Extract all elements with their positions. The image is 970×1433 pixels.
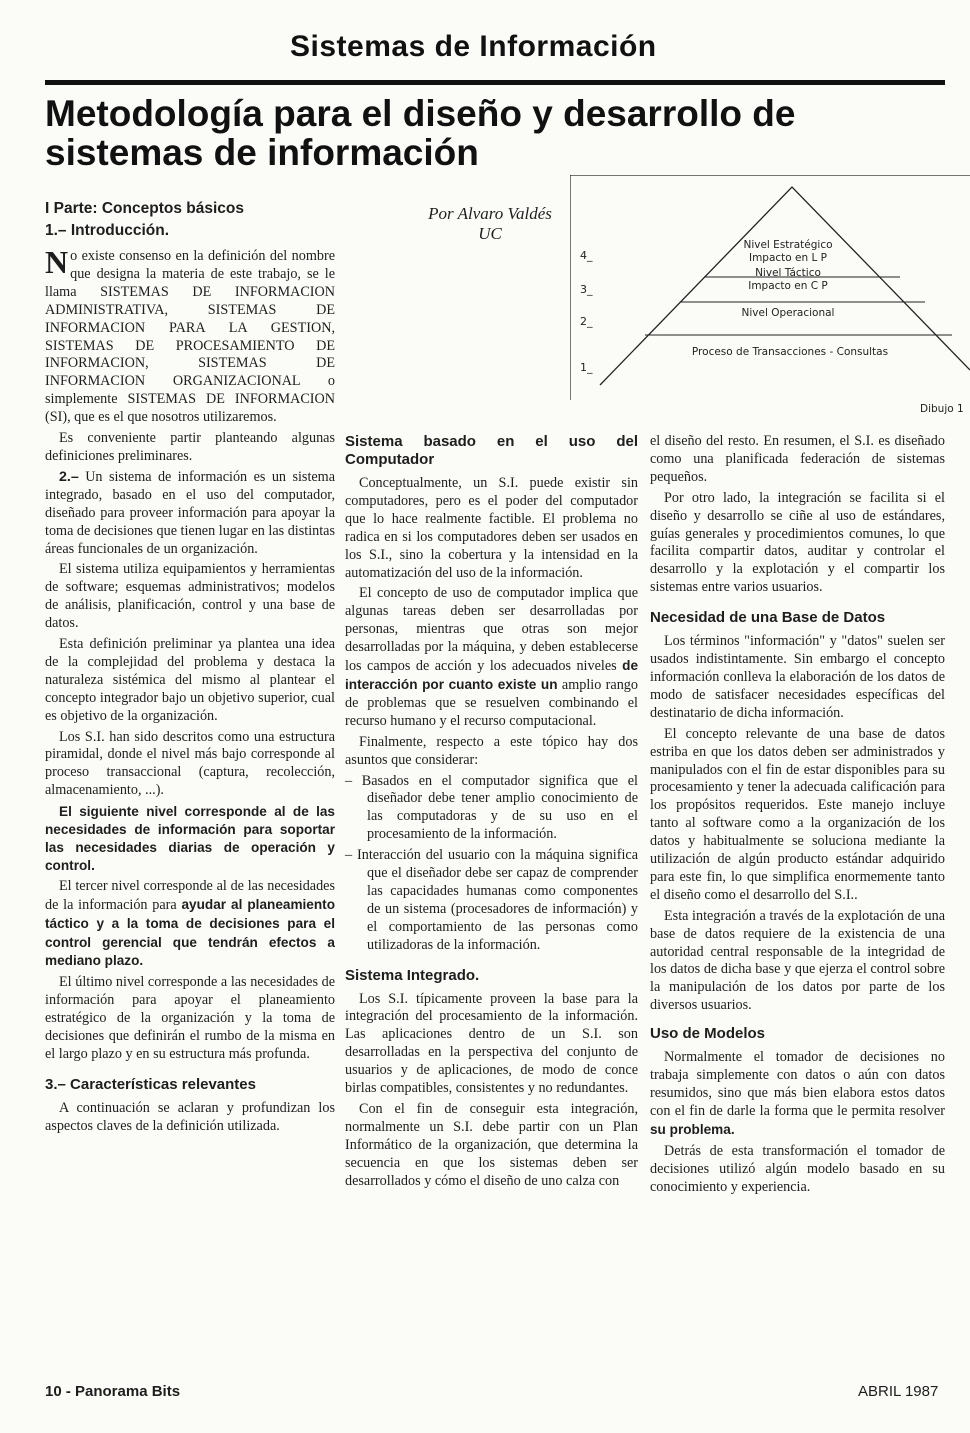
subheading-computador: Sistema basado en el uso del Computador <box>345 433 638 468</box>
paragraph: Esta integración a través de la explotación de una base de datos requiere de la existencia de una autoridad central responsable de la integridad de los datos de dicha base y que ejerza el control sobre la manipulación de los datos por parte de los diversos usuarios. <box>650 907 945 1014</box>
paragraph: Normalmente el tomador de decisiones no trabaja simplemente con datos o aún con datos resumidos, sino que más bien elabora estos datos con el fin de darle la forma que le permita resolver su problema. <box>650 1049 945 1137</box>
paragraph: Por otro lado, la integración se facilita si el diseño y desarrollo se ciñe al uso de estándares, guías generales y procedimientos comunes, lo que facilita compartir datos, auditar y controlar el desarrollo y la explotación y el compartir los sistemas entre varios usuarios. <box>650 489 945 596</box>
paragraph: El sistema utiliza equipamientos y herramientas de software; esquemas administrativos; modelos de análisis, planificación, control y una base de datos. <box>45 561 335 632</box>
level-3-impact: Impacto en C P <box>748 280 828 292</box>
subheading-base-datos: Necesidad de una Base de Datos <box>650 609 886 627</box>
byline <box>405 204 575 244</box>
bullet-item: – Basados en el computador significa que el diseñador debe tener amplio conocimiento de las computadoras y de su uso en el procesamiento de la información. <box>345 772 638 843</box>
paragraph: El tercer nivel corresponde al de las necesidades de la información para ayudar al planeamiento táctico y a la toma de decisiones para el control gerencial que tendrán efectos a mediano plazo. <box>45 877 336 969</box>
article-title <box>45 94 960 172</box>
title-line-2: sistemas de información <box>45 132 479 173</box>
paragraph: Conceptualmente, un S.I. puede existir sin computadores, pero es el poder del computador que lo hace realmente factible. El problema no radica en si los computadores deben ser usados en los S.I., sino la cobertura y la intensidad en la automatización del uso de la información. <box>345 475 638 581</box>
level-3-label: Nivel Táctico <box>755 267 821 279</box>
level-number-2: 2_ <box>580 315 593 328</box>
paragraph: el diseño del resto. En resumen, el S.I. es diseñado como una planificada federación de sistemas pequeños. <box>650 433 945 485</box>
level-number-1: 1_ <box>580 361 593 374</box>
level-4-label: Nivel Estratégico <box>743 239 833 251</box>
paragraph: A continuación se aclaran y profundizan los aspectos claves de la definición utilizada. <box>45 1099 335 1134</box>
section-header: Sistemas de Información <box>290 30 657 63</box>
author-affiliation: UC <box>478 224 502 243</box>
diagram-caption: Dibujo 1 <box>920 403 964 415</box>
paragraph: El concepto de uso de computador implica que algunas tareas deben ser desarrolladas por personas, mientras que otras son mejor desarrolladas por la máquina, y deben establecerse los campos de acción y los adecuados niveles de interacción por cuanto existe un amplio rango de problemas que se resuelven combinando el recurso humano y el recurso computacional. <box>345 585 639 729</box>
footer-page-info: 10 - Panorama Bits <box>45 1383 181 1400</box>
paragraph: Los términos "información" y "datos" suelen ser usados indistintamente. Sin embargo el concepto información conlleva la elaboración de los datos de modo de satisfacer necesidades específicas del destinatario de dicha información. <box>650 633 945 721</box>
paragraph-bold: El siguiente nivel corresponde al de las necesidades de información para soportar las necesidades diarias de operación y control. <box>45 804 335 873</box>
footer-date: ABRIL 1987 <box>858 1383 939 1400</box>
intro-heading: 1.– Introducción. <box>45 222 170 239</box>
paragraph: Detrás de esta transformación el tomador de decisiones utilizó algún modelo basado en su conocimiento y experiencia. <box>650 1142 945 1195</box>
paragraph: Con el fin de conseguir esta integración, normalmente un S.I. debe partir con un Plan Informático de la organización, que determina la secuencia en que los sistemas deben ser desarrollados y cómo el diseño de uno calza con <box>345 1101 638 1189</box>
column-1 <box>45 200 335 1139</box>
paragraph: Los S.I. han sido descritos como una estructura piramidal, donde el nivel más bajo corresponde al proceso transaccional (captura, recolección, almacenamiento, ...). <box>45 728 335 799</box>
bullet-item: – Interacción del usuario con la máquina significa que el diseñador debe ser capaz de comprender las capacidades humanas como componentes de un sistema (procesadores de información) y el comportamiento de las personas como utilizadoras de la información. <box>345 847 638 953</box>
drop-cap: N <box>45 244 69 280</box>
author-name: Por Alvaro Valdés <box>428 204 552 223</box>
header-rule <box>45 80 945 85</box>
paragraph: Es conveniente partir planteando algunas definiciones preliminares. <box>45 430 335 464</box>
level-1-label: Proceso de Transacciones - Consultas <box>691 346 889 358</box>
level-number-4: 4_ <box>580 249 593 262</box>
section-3-heading: 3.– Características relevantes <box>45 1075 256 1093</box>
pyramid-diagram <box>570 175 970 435</box>
column-2 <box>345 433 638 1194</box>
level-number-3: 3_ <box>580 283 593 296</box>
subheading-modelos: Uso de Modelos <box>650 1025 766 1043</box>
paragraph: Los S.I. típicamente proveen la base para la integración del procesamiento de la información. Las aplicaciones dentro de un S.I. son desarrolladas en la perspectiva del conjunto de usuarios y de aplicaciones, de modo de conce birlas compatibles, consistentes y no redundantes. <box>345 990 638 1097</box>
part-heading: I Parte: Conceptos básicos <box>45 200 244 217</box>
paragraph: El concepto relevante de una base de datos estriba en que los datos deben ser administrados y manipulados con el fin de estar disponibles para su procesamiento y tener la adecuada calificación para los propósitos requeridos. Este manejo incluye tanto al software como a la organización de los datos y habitualmente se soluciona mediante la utilización de algún producto estándar adquirido para este fin, lo que simplifica enormemente tanto el diseño como el desarrollo del S.I.. <box>650 725 945 903</box>
paragraph: El último nivel corresponde a las necesidades de información para apoyar el planeamiento estratégico de la organización y la toma de decisiones que definirán el rumbo de la misma en el largo plazo y en su estructura más profunda. <box>45 974 335 1062</box>
paragraph: No existe consenso en la definición del nombre que designa la materia de este trabajo, se le llama SISTEMAS DE INFORMACION ADMINISTRATIVA, SISTEMAS DE INFORMACION PARA LA GESTION, SISTEMAS DE PROCESAMIENTO DE INFORMACION, SISTEMAS DE INFORMACION ORGANIZACIONAL o simplemente SISTEMAS DE INFORMACION (SI), que es el que nosotros utilizaremos. <box>45 244 335 426</box>
paragraph: Finalmente, respecto a este tópico hay dos asuntos que considerar: <box>345 733 638 768</box>
paragraph: Esta definición preliminar ya plantea una idea de la complejidad del problema y destaca la naturaleza sistémica del mismo al plantear el concepto integrador bajo un objetivo superior, cual es objetivo de la organización. <box>45 636 335 724</box>
title-line-1: Metodología para el diseño y desarrollo de <box>45 93 796 134</box>
subheading-integrado: Sistema Integrado. <box>345 966 480 984</box>
level-2-label: Nivel Operacional <box>741 307 835 319</box>
paragraph: 2.– Un sistema de información es un sistema integrado, basado en el uso del computador, diseñado para proveer información para apoyar la toma de decisiones que tienen lugar en las distintas áreas funcionales de un organización. <box>45 468 336 557</box>
level-4-impact: Impacto en L P <box>748 252 828 264</box>
column-3 <box>650 433 945 1199</box>
